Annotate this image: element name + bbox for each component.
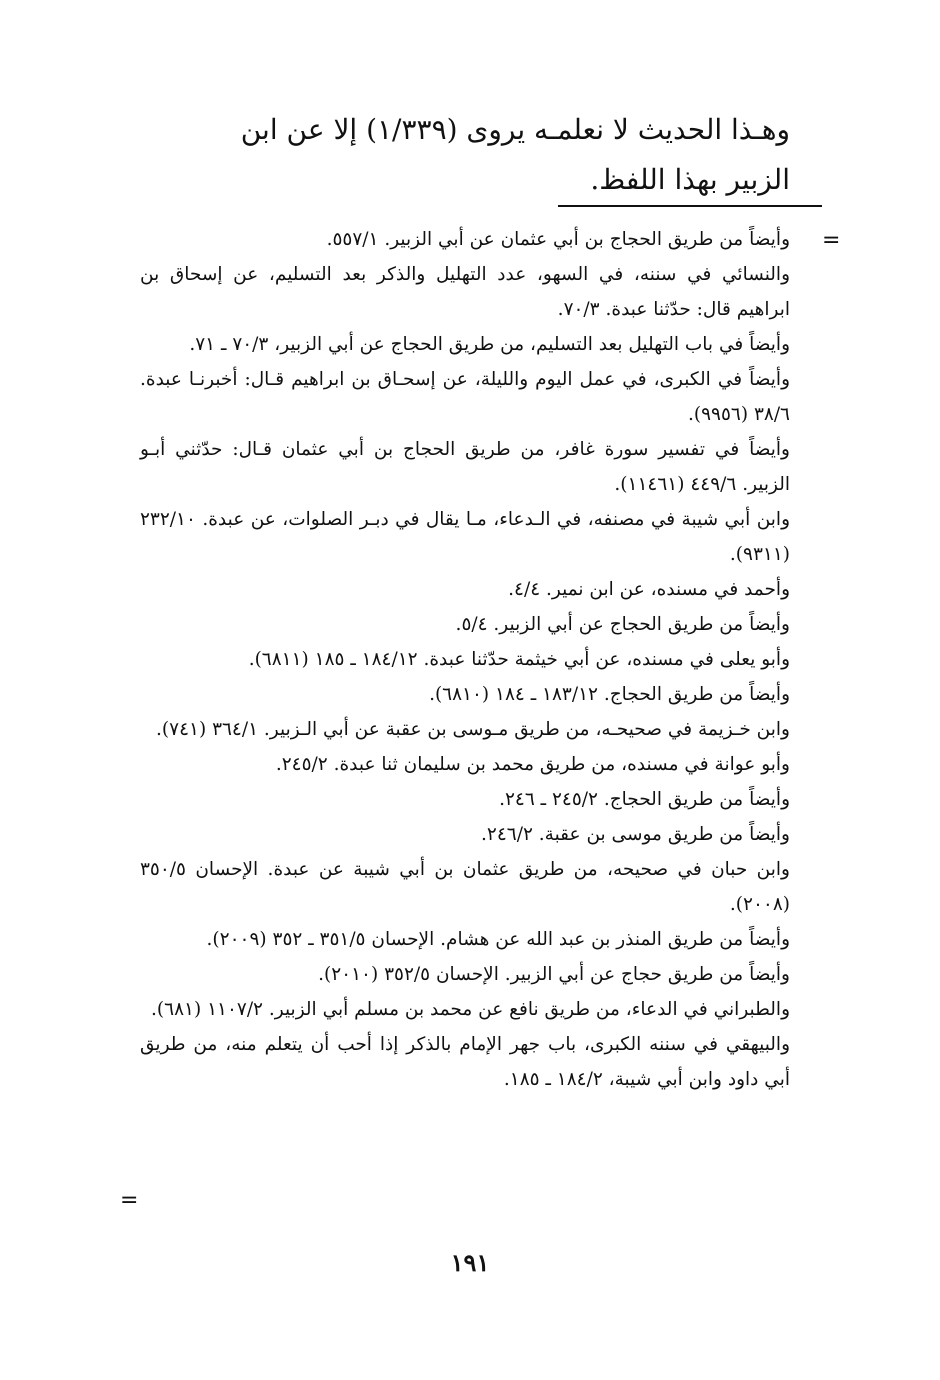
footnote-entry: وابن خـزيمة في صحيحـه، من طريق مـوسى بن عقبة عن أبي الـزبير. ٣٦٤/١ (٧٤١). (156, 719, 790, 740)
footnote-entry: وأيضاً في باب التهليل بعد التسليم، من طريق الحجاج عن أبي الزبير، ٧٠/٣ ـ ٧١. (189, 334, 790, 355)
footnote-entry: والنسائي في سننه، في السهو، عدد التهليل والذكر بعد التسليم، عن إسحاق بن ابراهيم قال: حدّثنا عبدة. ٧٠/٣. (140, 264, 790, 320)
footnote-entry: وأحمد في مسنده، عن ابن نمير. ٤/٤. (508, 579, 790, 600)
footnote-separator-rule (558, 205, 822, 207)
footnote-entry: وأيضاً من طريق الحجاج. ٢٤٥/٢ ـ ٢٤٦. (499, 789, 790, 810)
footnote-entry: وأيضاً من طريق الحجاج عن أبي الزبير. ٥/٤. (455, 614, 790, 635)
footnote-entry: وابن أبي شيبة في مصنفه، في الـدعاء، مـا يقال في دبـر الصلوات، عن عبدة. ٢٣٢/١٠ (٩٣١١). (140, 509, 790, 565)
footnote-entry: وأيضاً من طريق حجاج عن أبي الزبير. الإحسان ٣٥٢/٥ (٢٠١٠). (318, 964, 790, 985)
continuation-mark-bottom: = (120, 1188, 139, 1213)
footnote-entry: وأيضاً من طريق الحجاج. ١٨٣/١٢ ـ ١٨٤ (٦٨١٠). (429, 684, 790, 705)
footnote-entry: والبيهقي في سننه الكبرى، باب جهر الإمام بالذكر إذا أحب أن يتعلم منه، من طريق أبي داود وابن أبي شيبة، ١٨٤/٢ ـ ١٨٥. (140, 1034, 790, 1090)
footnote-entry: وأيضاً في تفسير سورة غافر، من طريق الحجاج بن أبي عثمان قـال: حدّثني أبـو الزبير. ٤٤٩/٦ (١١٤٦١). (140, 439, 790, 495)
footnote-entry: وابن حبان في صحيحه، من طريق عثمان بن أبي شيبة عن عبدة. الإحسان ٣٥٠/٥ (٢٠٠٨). (140, 859, 790, 915)
page-number: ١٩١ (450, 1248, 490, 1277)
footnote-entry: وأيضاً من طريق الحجاج بن أبي عثمان عن أبي الزبير. ٥٥٧/١. (326, 229, 790, 250)
footnotes-block (140, 222, 790, 1097)
footnote-entry: وأيضاً من طريق المنذر بن عبد الله عن هشام. الإحسان ٣٥١/٥ ـ ٣٥٢ (٢٠٠٩). (206, 929, 790, 950)
main-text-block (130, 105, 790, 205)
continuation-mark-top: = (822, 228, 841, 253)
footnote-entry: وأيضاً من طريق موسى بن عقبة. ٢٤٦/٢. (481, 824, 790, 845)
main-text-line-2: الزبير بهذا اللفظ. (590, 163, 790, 196)
footnote-entry: وأبو يعلى في مسنده، عن أبي خيثمة حدّثنا عبدة. ١٨٤/١٢ ـ ١٨٥ (٦٨١١). (248, 649, 790, 670)
footnote-entry: وأبو عوانة في مسنده، من طريق محمد بن سليمان ثنا عبدة. ٢٤٥/٢. (275, 754, 790, 775)
footnote-entry: والطبراني في الدعاء، من طريق نافع عن محمد بن مسلم أبي الزبير. ١١٠٧/٢ (٦٨١). (151, 999, 790, 1020)
main-text-line-1: وهـذا الحديث لا نعلمـه يروى (١/٣٣٩) إلا عن ابن (240, 113, 790, 146)
footnote-entry: وأيضاً في الكبرى، في عمل اليوم والليلة، عن إسحـاق بن ابراهيم قـال: أخبرنـا عبدة. ٣٨/٦ (٩٩٥٦). (140, 369, 790, 425)
